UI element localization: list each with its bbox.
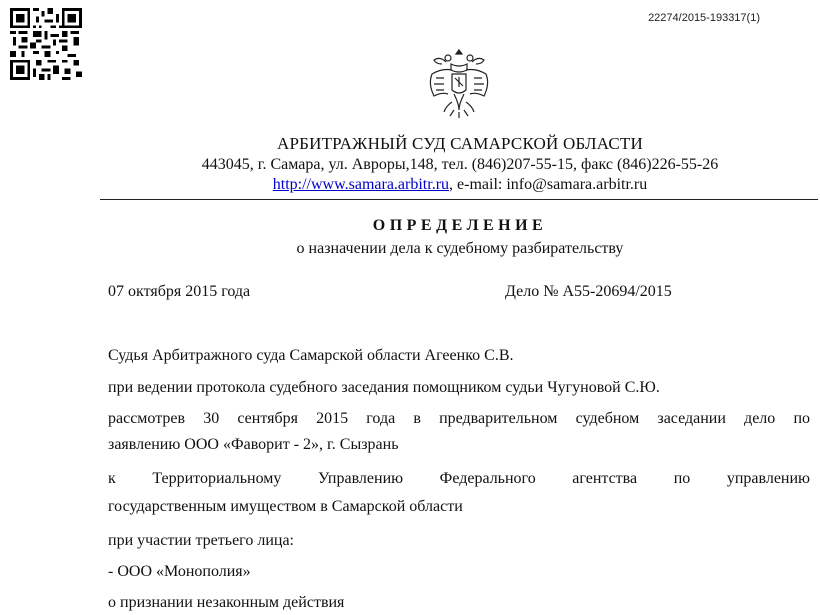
body-line: к Территориальному Управлению Федерального агентства по управлению	[108, 470, 810, 487]
body-line: Судья Арбитражного суда Самарской области Агеенко С.В.	[108, 347, 514, 364]
body-line: при участии третьего лица:	[108, 532, 294, 549]
body-line: заявлению ООО «Фаворит - 2», г. Сызрань	[108, 436, 399, 453]
website-link[interactable]: http://www.samara.arbitr.ru	[272, 176, 450, 193]
document-subtitle: о назначении дела к судебному разбирательству	[296, 240, 624, 257]
email-text: , e-mail: info@samara.arbitr.ru	[449, 176, 648, 193]
court-address: 443045, г. Самара, ул. Авроры,148, тел. (846)207-55-15, факс (846)226-55-26	[201, 156, 719, 173]
qr-code	[10, 8, 82, 80]
court-name: АРБИТРАЖНЫЙ СУД САМАРСКОЙ ОБЛАСТИ	[277, 134, 643, 153]
body-line: о признании незаконным действия	[108, 594, 345, 611]
body-line: государственным имуществом в Самарской области	[108, 498, 463, 515]
body-line: при ведении протокола судебного заседания помощником судьи Чугуновой С.Ю.	[108, 379, 660, 396]
coat-of-arms-emblem	[424, 44, 494, 120]
court-contacts	[100, 176, 820, 194]
document-date: 07 октября 2015 года	[108, 283, 251, 300]
body-line: - ООО «Монополия»	[108, 563, 251, 580]
document-number: 22274/2015-193317(1)	[648, 12, 760, 24]
document-title: ОПРЕДЕЛЕНИЕ	[372, 217, 548, 234]
case-number: Дело № А55-20694/2015	[505, 283, 672, 300]
body-line: рассмотрев 30 сентября 2015 года в предварительном судебном заседании дело по	[108, 410, 810, 427]
header-divider	[100, 199, 818, 200]
